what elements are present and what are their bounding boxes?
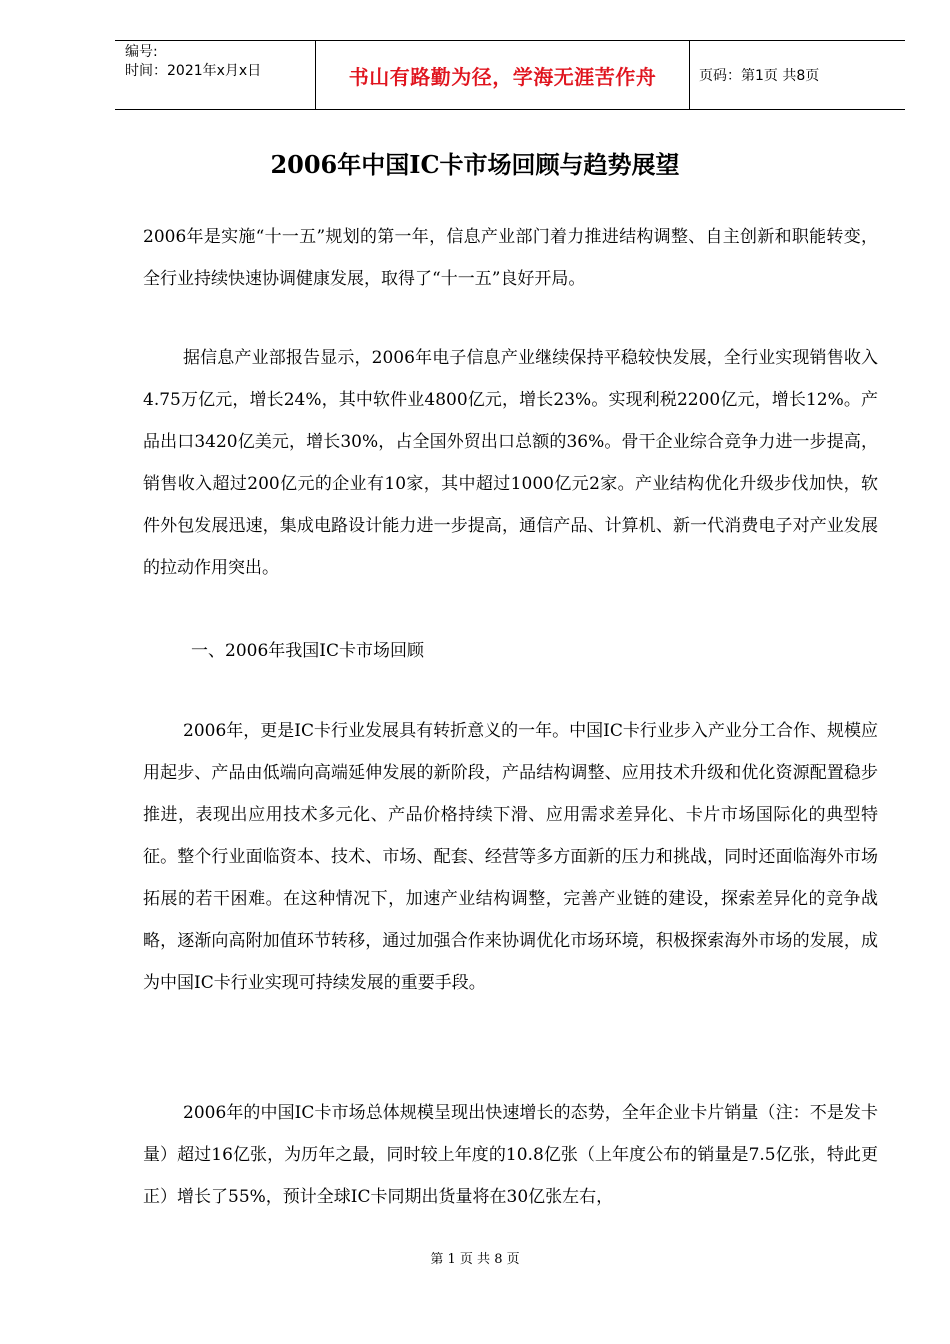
paragraph-industry-report: 据信息产业部报告显示，2006年电子信息产业继续保持平稳较快发展，全行业实现销售收入4.75万亿元，增长24%，其中软件业4800亿元，增长23%。实现利税2200亿元，增长12%。产品出口3420亿美元，增长30%，占全国外贸出口总额的36%。骨干企业综合竞争力进一步提高，销售收入超过200亿元的企业有10家，其中超过1000亿元2家。产业结构优化升级步伐加快，软件外包发展迅速，集成电路设计能力进一步提高，通信产品、计算机、新一代消费电子对产业发展的拉动作用突出。 bbox=[143, 348, 878, 578]
paragraph-market-size: 2006年的中国IC卡市场总体规模呈现出快速增长的态势，全年企业卡片销量（注：不是发卡量）超过16亿张，为历年之最，同时较上年度的10.8亿张（上年度公布的销量是7.5亿张，特此更正）增长了55%，预计全球IC卡同期出货量将在30亿张左右， bbox=[143, 1103, 878, 1207]
page-header bbox=[115, 40, 905, 110]
header-motto: 书山有路勤为径，学海无涯苦作舟 bbox=[316, 41, 690, 109]
document-title: 2006年中国IC卡市场回顾与趋势展望 bbox=[270, 150, 680, 179]
paragraph-intro: 2006年是实施“十一五”规划的第一年，信息产业部门着力推进结构调整、自主创新和职能转变，全行业持续快速协调健康发展，取得了“十一五”良好开局。 bbox=[143, 227, 878, 289]
page-footer: 第 1 页 共 8 页 bbox=[430, 1252, 520, 1267]
document-number-label: 编号: bbox=[125, 44, 158, 60]
header-meta bbox=[115, 41, 316, 109]
header-page-info: 页码：第1页 共8页 bbox=[699, 68, 820, 84]
section-heading: 一、2006年我国IC卡市场回顾 bbox=[191, 641, 424, 661]
paragraph-market-review: 2006年，更是IC卡行业发展具有转折意义的一年。中国IC卡行业步入产业分工合作、规模应用起步、产品由低端向高端延伸发展的新阶段，产品结构调整、应用技术升级和优化资源配置稳步推进，表现出应用技术多元化、产品价格持续下滑、应用需求差异化、卡片市场国际化的典型特征。整个行业面临资本、技术、市场、配套、经营等多方面新的压力和挑战，同时还面临海外市场拓展的若干困难。在这种情况下，加速产业结构调整，完善产业链的建设，探索差异化的竞争战略，逐渐向高附加值环节转移，通过加强合作来协调优化市场环境，积极探索海外市场的发展，成为中国IC卡行业实现可持续发展的重要手段。 bbox=[143, 721, 878, 993]
document-time-label: 时间：2021年x月x日 bbox=[125, 63, 262, 79]
